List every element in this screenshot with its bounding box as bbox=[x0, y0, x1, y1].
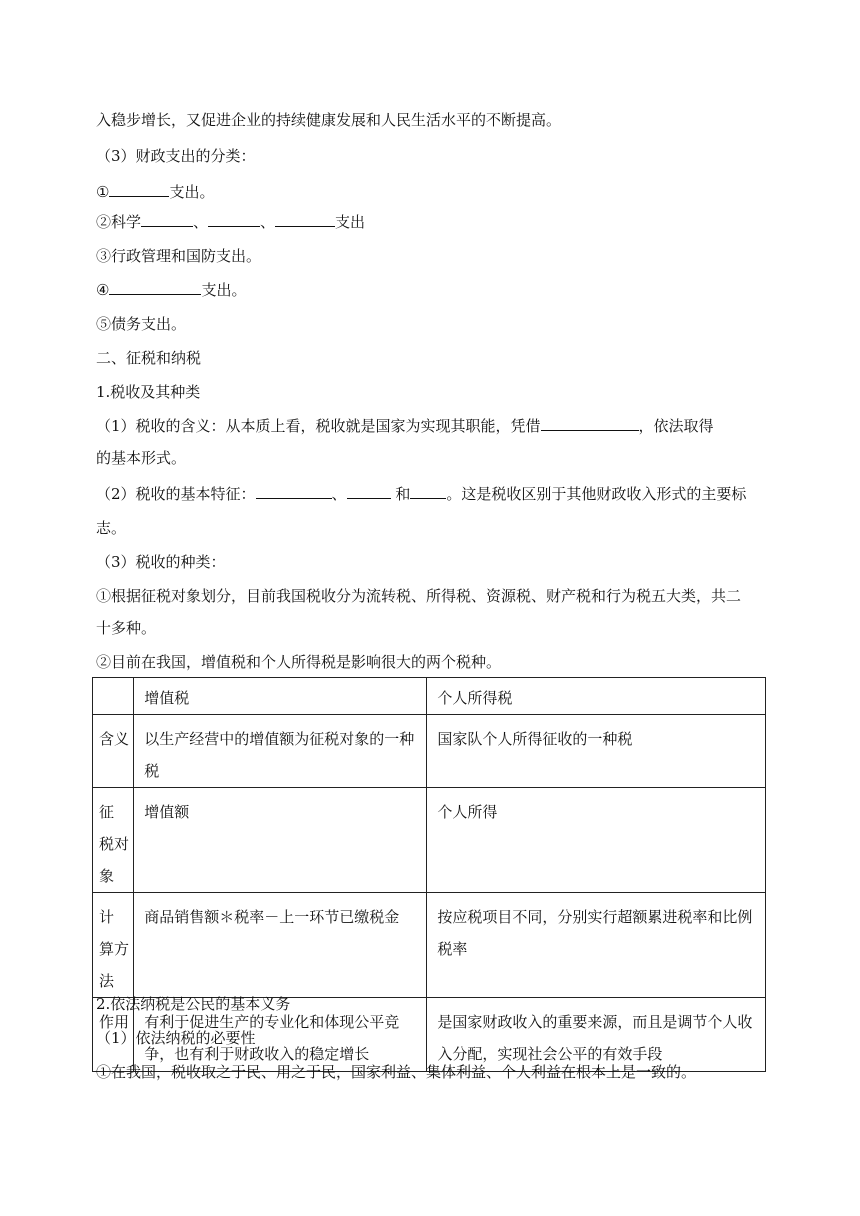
fill-blank bbox=[275, 212, 335, 227]
subheading-tax-necessity: （1）依法纳税的必要性 bbox=[96, 1029, 256, 1047]
subheading-tax-kinds: （3）税收的种类： bbox=[96, 553, 226, 571]
subheading-expenditure-types: （3）财政支出的分类： bbox=[96, 147, 256, 165]
item-text: 支出。 bbox=[201, 281, 247, 299]
vat-cell: 商品销售额＊税率－上一环节已缴税金 bbox=[134, 893, 427, 998]
table-row bbox=[93, 715, 766, 788]
item-number: ④ bbox=[96, 281, 110, 299]
tax-definition-line bbox=[96, 416, 714, 436]
tax-features-continuation: 志。 bbox=[96, 519, 127, 537]
pit-cell: 按应税项目不同，分别实行超额累进税率和比例税率 bbox=[427, 893, 766, 998]
table-row bbox=[93, 893, 766, 998]
fill-blank bbox=[109, 182, 169, 197]
subheading-tax-types: 1.税收及其种类 bbox=[96, 383, 201, 401]
features-text: 、 bbox=[331, 485, 347, 503]
expenditure-item-3: ③行政管理和国防支出。 bbox=[96, 247, 262, 265]
tax-features-line bbox=[96, 484, 746, 504]
paragraph-continuation: 入稳步增长，又促进企业的持续健康发展和人民生活水平的不断提高。 bbox=[96, 111, 562, 129]
expenditure-item-1 bbox=[96, 182, 214, 202]
table-header-cell: 增值税 bbox=[134, 678, 427, 715]
item-separator: 、 bbox=[260, 213, 276, 231]
tax-kinds-item-2: ②目前在我国，增值税和个人所得税是影响很大的两个税种。 bbox=[96, 653, 502, 671]
item-text: 支出。 bbox=[169, 183, 215, 201]
features-text: 和 bbox=[390, 485, 411, 503]
pit-cell: 个人所得 bbox=[427, 788, 766, 893]
definition-text: （1）税收的含义：从本质上看，税收就是国家为实现其职能，凭借 bbox=[96, 417, 541, 435]
item-separator: 、 bbox=[193, 213, 209, 231]
item-text: 支出 bbox=[335, 213, 366, 231]
pit-cell: 国家队个人所得征收的一种税 bbox=[427, 715, 766, 788]
tax-kinds-item-1: ①根据征税对象划分，目前我国税收分为流转税、所得税、资源税、财产税和行为税五大类，共二 bbox=[96, 587, 742, 605]
item-text: ②科学 bbox=[96, 213, 142, 231]
subheading-tax-duty: 2.依法纳税是公民的基本义务 bbox=[96, 995, 291, 1013]
section-heading-taxation: 二、征税和纳税 bbox=[96, 349, 202, 367]
fill-blank bbox=[541, 416, 639, 431]
table-header-cell: 个人所得税 bbox=[427, 678, 766, 715]
row-label: 作用 bbox=[93, 998, 134, 1072]
tax-kinds-item-1-continuation: 十多种。 bbox=[96, 619, 157, 637]
definition-text: ，依法取得 bbox=[638, 417, 714, 435]
vat-cell: 增值额 bbox=[134, 788, 427, 893]
fill-blank bbox=[109, 280, 201, 295]
expenditure-item-5: ⑤债务支出。 bbox=[96, 315, 187, 333]
tax-necessity-item-1: ①在我国，税收取之于民、用之于民，国家利益、集体利益、个人利益在根本上是一致的。 bbox=[96, 1063, 697, 1081]
pit-cell: 是国家财政收入的重要来源，而且是调节个人收入分配，实现社会公平的有效手段 bbox=[427, 998, 766, 1072]
features-text: 。这是税收区别于其他财政收入形式的主要标 bbox=[446, 485, 747, 503]
vat-cell: 有利于促进生产的专业化和体现公平竞争，也有利于财政收入的稳定增长 bbox=[134, 998, 427, 1072]
expenditure-item-2 bbox=[96, 212, 365, 232]
table-header-cell bbox=[93, 678, 134, 715]
row-label: 征 税对象 bbox=[93, 788, 134, 893]
features-text: （2）税收的基本特征： bbox=[96, 485, 256, 503]
table-header-row bbox=[93, 678, 766, 715]
fill-blank bbox=[410, 484, 446, 499]
item-number: ① bbox=[96, 183, 110, 201]
row-label: 计 算方法 bbox=[93, 893, 134, 998]
tax-definition-continuation: 的基本形式。 bbox=[96, 449, 187, 467]
fill-blank bbox=[208, 212, 260, 227]
vat-cell: 以生产经营中的增值额为征税对象的一种税 bbox=[134, 715, 427, 788]
table-row bbox=[93, 788, 766, 893]
fill-blank bbox=[141, 212, 193, 227]
row-label: 含义 bbox=[93, 715, 134, 788]
fill-blank bbox=[256, 484, 332, 499]
expenditure-item-4 bbox=[96, 280, 246, 300]
fill-blank bbox=[347, 484, 391, 499]
